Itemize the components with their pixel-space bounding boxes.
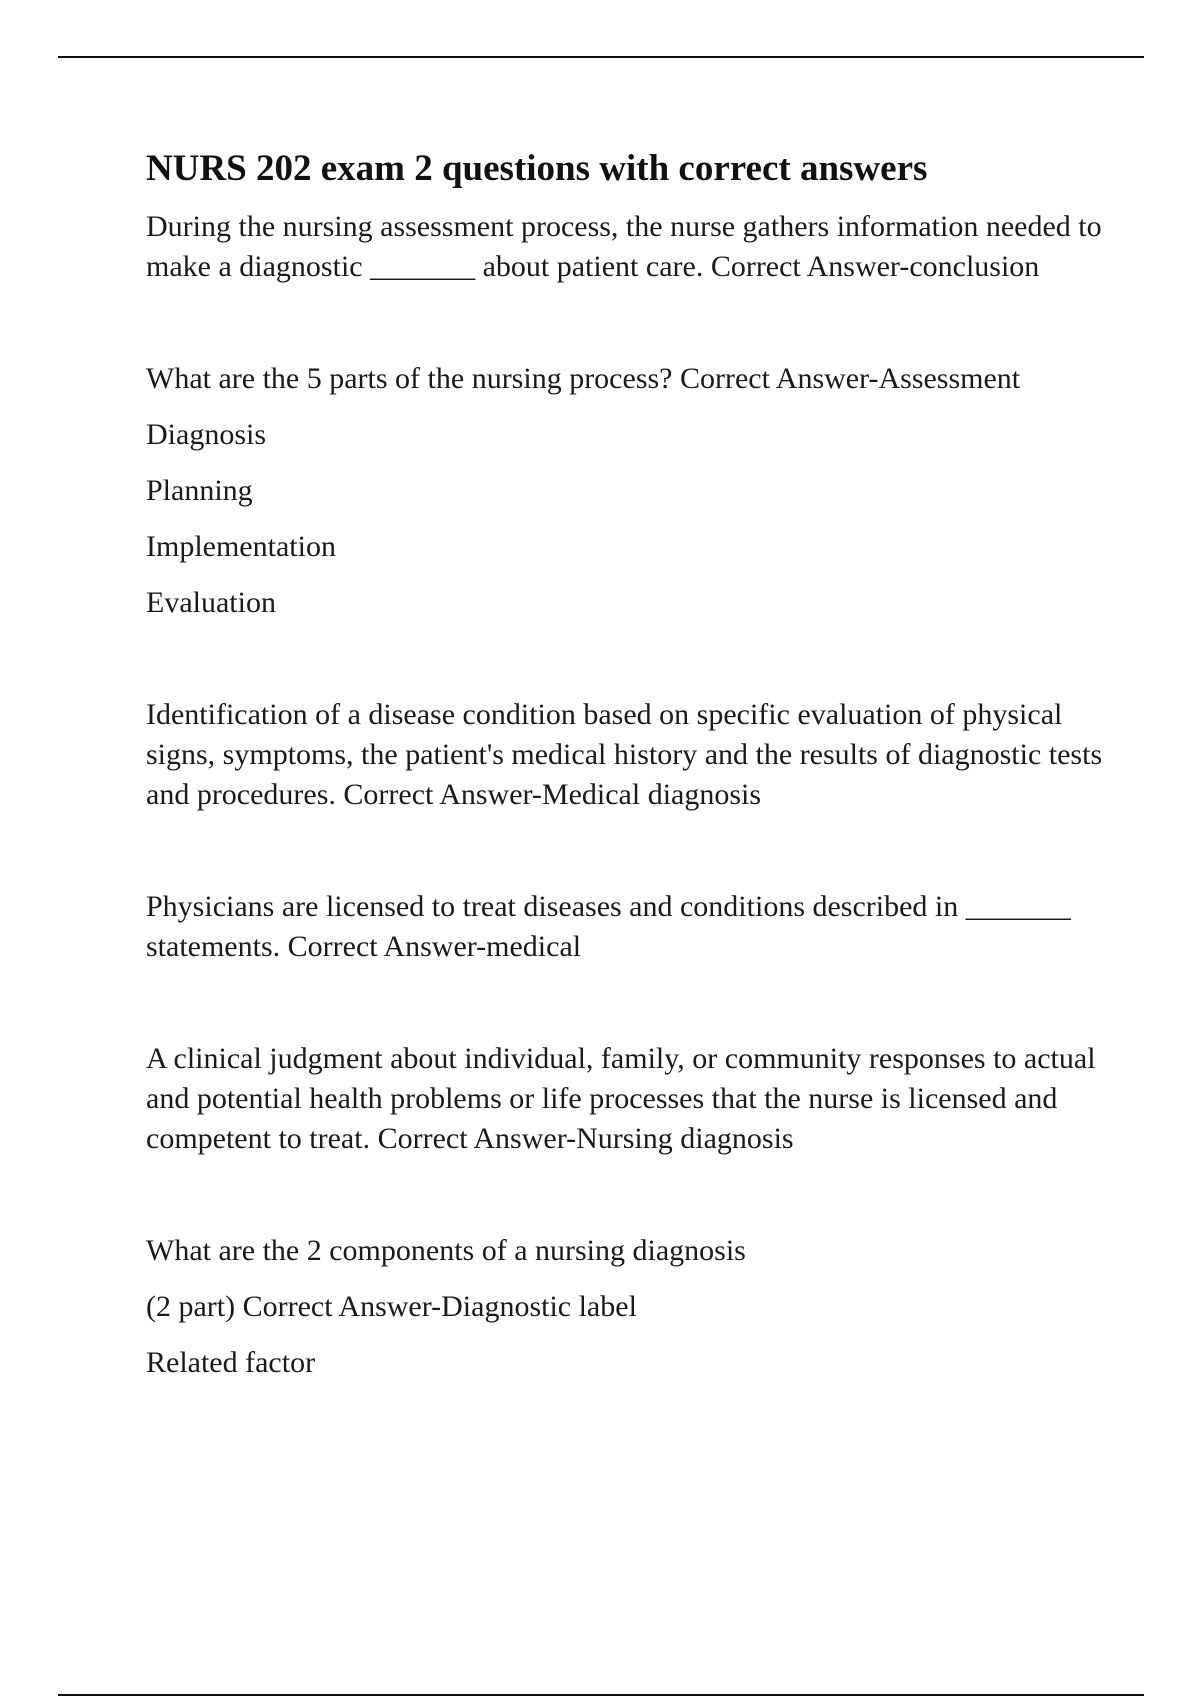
qa-block-1 <box>146 207 1106 287</box>
qa-block-5 <box>146 1039 1106 1159</box>
answer-item: Implementation <box>146 530 336 563</box>
qa-block-6 <box>146 1231 1106 1383</box>
qa-text: What are the 2 components of a nursing diagnosis <box>146 1234 746 1267</box>
answer-item: Related factor <box>146 1346 316 1379</box>
answer-item: Planning <box>146 474 253 507</box>
top-rule <box>58 56 1144 58</box>
qa-text: What are the 5 parts of the nursing process? Correct Answer-Assessment <box>146 362 1021 395</box>
qa-block-2 <box>146 359 1106 623</box>
qa-text: Identification of a disease condition based on specific evaluation of physical signs, symptoms, the patient's medical history and the results of diagnostic tests and procedures. Correct Answer-Medical diagnosis <box>146 698 1103 811</box>
qa-block-4 <box>146 887 1106 967</box>
document-title: NURS 202 exam 2 questions with correct answers <box>146 148 928 189</box>
qa-text: Physicians are licensed to treat diseases and conditions described in _______ statements. Correct Answer-medical <box>146 890 1071 963</box>
answer-item: (2 part) Correct Answer-Diagnostic label <box>146 1290 637 1323</box>
answer-item: Diagnosis <box>146 418 266 451</box>
document-body <box>146 145 1106 1383</box>
qa-text: During the nursing assessment process, the nurse gathers information needed to make a diagnostic _______ about patient care. Correct Answer-conclusion <box>146 210 1102 283</box>
bottom-rule <box>58 1694 1144 1696</box>
qa-block-3 <box>146 695 1106 815</box>
answer-item: Evaluation <box>146 586 276 619</box>
qa-text: A clinical judgment about individual, family, or community responses to actual and potential health problems or life processes that the nurse is licensed and competent to treat. Correct Answer-Nursing diagnosis <box>146 1042 1096 1155</box>
